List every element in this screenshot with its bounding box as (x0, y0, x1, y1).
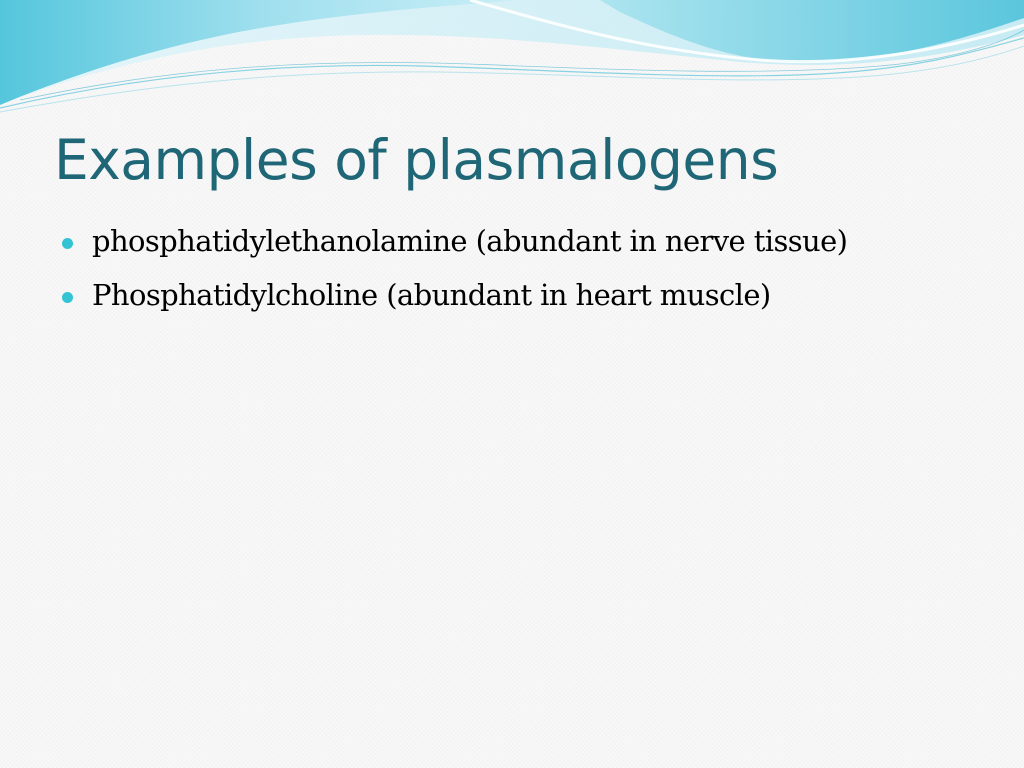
bullet-list (62, 224, 847, 332)
bullet-item (62, 224, 847, 278)
bullet-item (62, 278, 847, 332)
circle-bullet-icon (62, 292, 73, 303)
bullet-text: Phosphatidylcholine (abundant in heart muscle) (92, 278, 771, 312)
circle-bullet-icon (62, 238, 73, 249)
header-wave-decoration (0, 0, 1024, 120)
bullet-text: phosphatidylethanolamine (abundant in nerve tissue) (92, 224, 848, 258)
slide-title: Examples of plasmalogens (54, 128, 779, 192)
